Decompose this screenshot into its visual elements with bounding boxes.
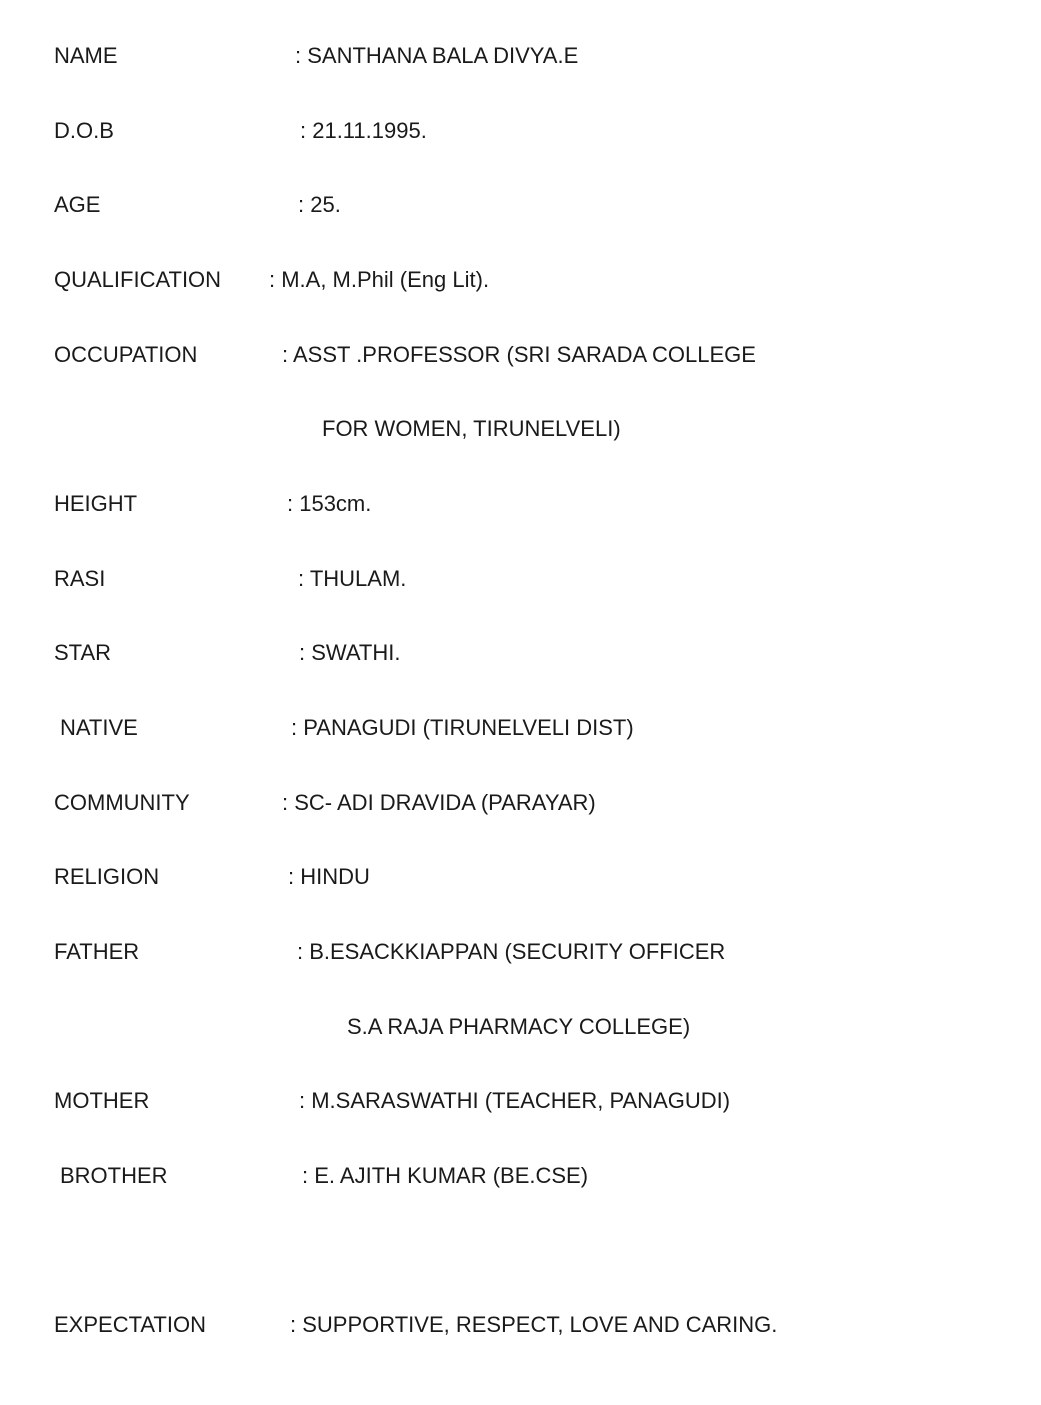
star-label: STAR bbox=[54, 640, 112, 665]
name-value: : SANTHANA BALA DIVYA.E bbox=[295, 43, 579, 68]
height-value: : 153cm. bbox=[287, 491, 372, 516]
community-label: COMMUNITY bbox=[54, 790, 190, 815]
community-value: : SC- ADI DRAVIDA (PARAYAR) bbox=[282, 790, 596, 815]
expectation-label: EXPECTATION bbox=[54, 1312, 206, 1337]
father-label: FATHER bbox=[54, 939, 140, 964]
native-label: NATIVE bbox=[60, 715, 138, 740]
age-value: : 25. bbox=[298, 192, 341, 217]
occupation-value: : ASST .PROFESSOR (SRI SARADA COLLEGE bbox=[282, 342, 756, 367]
brother-label: BROTHER bbox=[60, 1163, 168, 1188]
father-value-continued: S.A RAJA PHARMACY COLLEGE) bbox=[347, 1014, 691, 1039]
rasi-label: RASI bbox=[54, 566, 106, 591]
dob-value: : 21.11.1995. bbox=[300, 118, 427, 143]
rasi-value: : THULAM. bbox=[298, 566, 407, 591]
qualification-label: QUALIFICATION bbox=[54, 267, 222, 292]
religion-label: RELIGION bbox=[54, 864, 160, 889]
qualification-value: : M.A, M.Phil (Eng Lit). bbox=[269, 267, 490, 292]
mother-label: MOTHER bbox=[54, 1088, 150, 1113]
age-label: AGE bbox=[54, 192, 101, 217]
occupation-label: OCCUPATION bbox=[54, 342, 198, 367]
expectation-value: : SUPPORTIVE, RESPECT, LOVE AND CARING. bbox=[290, 1312, 778, 1337]
religion-value: : HINDU bbox=[288, 864, 370, 889]
native-value: : PANAGUDI (TIRUNELVELI DIST) bbox=[291, 715, 634, 740]
father-value: : B.ESACKKIAPPAN (SECURITY OFFICER bbox=[297, 939, 726, 964]
dob-label: D.O.B bbox=[54, 118, 114, 143]
brother-value: : E. AJITH KUMAR (BE.CSE) bbox=[302, 1163, 589, 1188]
name-label: NAME bbox=[54, 43, 118, 68]
height-label: HEIGHT bbox=[54, 491, 138, 516]
occupation-value-continued: FOR WOMEN, TIRUNELVELI) bbox=[322, 416, 621, 441]
star-value: : SWATHI. bbox=[299, 640, 401, 665]
mother-value: : M.SARASWATHI (TEACHER, PANAGUDI) bbox=[299, 1088, 731, 1113]
